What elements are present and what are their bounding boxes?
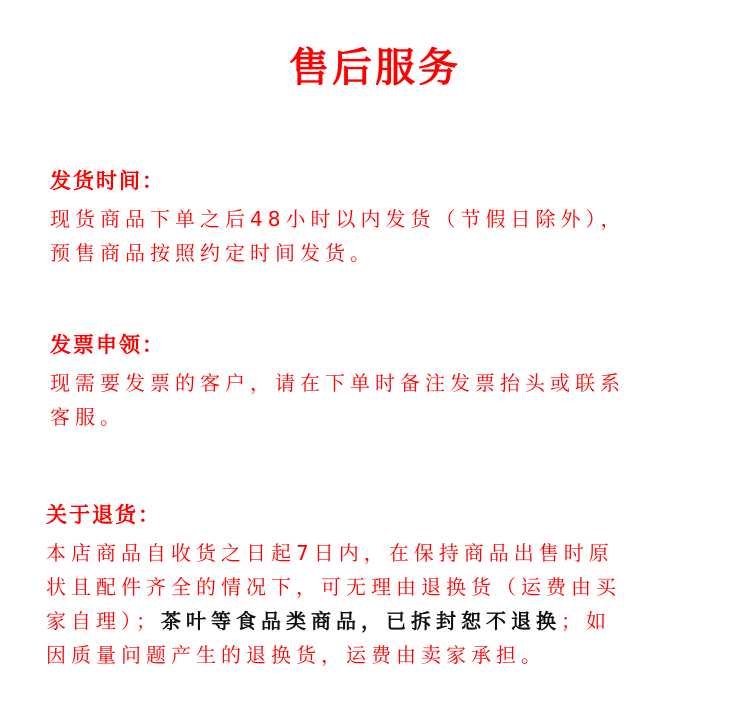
- body-line: 本店商品自收货之日起7日内，在保持商品出售时原: [46, 541, 614, 565]
- body-text: ；如: [561, 609, 611, 633]
- body-line: 现货商品下单之后48小时以内发货（节假日除外），: [50, 207, 626, 231]
- section-heading: 发票申领：: [50, 333, 165, 357]
- body-line: 现需要发票的客户，请在下单时备注发票抬头或联系: [50, 371, 625, 395]
- body-line: 客服。: [50, 405, 125, 429]
- section-body: [50, 366, 710, 434]
- body-text: 家自理）；: [46, 609, 161, 633]
- page-title: 售后服务: [289, 45, 461, 91]
- body-line: 因质量问题产生的退换货，运费由卖家承担。: [46, 643, 546, 667]
- section-heading: 关于退货：: [46, 503, 161, 527]
- body-line: 状且配件齐全的情况下，可无理由退换货（运费由买: [46, 575, 621, 599]
- body-line: 预售商品按照约定时间发货。: [50, 241, 375, 265]
- section-returns: [46, 500, 706, 672]
- emphasis-text: 茶叶等食品类商品，已拆封恕不退换: [161, 609, 561, 633]
- section-heading: 发货时间：: [50, 169, 165, 193]
- section-body: [46, 536, 706, 672]
- body-line: [46, 604, 706, 638]
- section-invoice-request: [50, 330, 710, 434]
- section-body: [50, 202, 710, 270]
- section-shipping-time: [50, 166, 710, 270]
